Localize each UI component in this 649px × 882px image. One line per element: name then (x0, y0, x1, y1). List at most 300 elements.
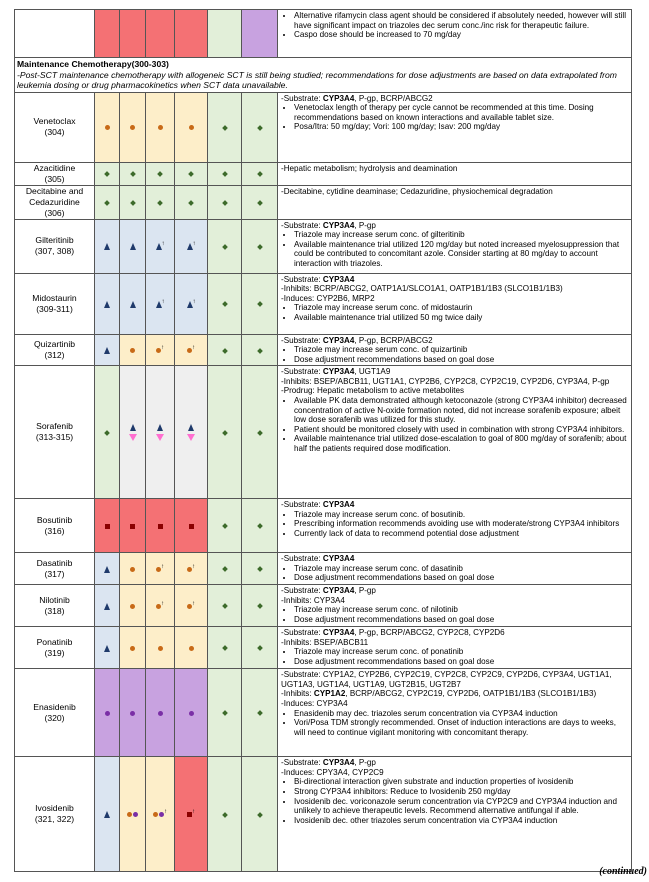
drug-ref: (316) (44, 525, 65, 536)
interaction-cell (120, 219, 146, 273)
note-text: -Substrate: (281, 220, 323, 230)
drug-name-cell (15, 219, 95, 273)
drug-row (15, 92, 632, 162)
purple-circle-icon (189, 711, 194, 716)
interaction-cell (175, 757, 208, 872)
moderate-interaction-triangle-icon (104, 347, 110, 354)
interaction-cell (120, 585, 146, 627)
purple-circle-icon (105, 711, 110, 716)
increase-arrow-icon: ↑ (192, 809, 195, 816)
interaction-cell (175, 366, 208, 499)
drug-name: Ponatinib (36, 636, 73, 647)
green-diamond-icon (257, 301, 263, 307)
drug-name-cell (15, 334, 95, 366)
green-diamond-icon (222, 200, 228, 206)
note-text: -Substrate: (281, 554, 323, 564)
green-diamond-icon (257, 430, 263, 436)
note-bold: CYP3A4 (322, 554, 355, 564)
drug-notes-cell (278, 92, 632, 162)
drug-row (15, 334, 632, 366)
interaction-cell (95, 162, 120, 185)
note-rest: , P-gp (354, 758, 376, 768)
interaction-cell (175, 669, 208, 757)
note-bold: CYP3A4 (322, 220, 355, 230)
note-bold: CYP3A4 (322, 628, 355, 638)
moderate-interaction-triangle-icon (104, 645, 110, 652)
green-diamond-icon (257, 200, 263, 206)
purple-circle-icon (158, 711, 163, 716)
top-row-cell (95, 10, 120, 58)
note-bullet: • Ivosidenib dec. other triazoles serum concentration via CYP3A4 induction (294, 816, 629, 826)
interaction-cell (120, 669, 146, 757)
drug-row (15, 669, 632, 757)
green-diamond-icon (257, 812, 263, 818)
note-line (281, 94, 629, 104)
drug-name: Nilotinib (39, 594, 70, 605)
interaction-cell (242, 627, 278, 669)
increase-arrow-icon: ↑ (192, 241, 196, 247)
drug-name: Azacitidine (33, 162, 76, 173)
interaction-cell (242, 92, 278, 162)
note-line (281, 284, 629, 294)
increase-arrow-icon: ↑ (192, 600, 195, 607)
note-bullet: • Strong CYP3A4 inhibitors: Reduce to Ivosidenib 250 mg/day (294, 787, 629, 797)
drug-name-cell (15, 585, 95, 627)
note-list (281, 345, 629, 364)
drug-name: Bosutinib (36, 514, 73, 525)
top-row (15, 10, 632, 58)
note-rest: , P-gp, BCRP/ABCG2 (354, 93, 433, 103)
interaction-table-container (14, 9, 631, 872)
increase-arrow-icon: ↑ (192, 344, 195, 351)
interaction-cell (175, 162, 208, 185)
drug-name-cell (15, 185, 95, 219)
note-list (281, 510, 629, 539)
interaction-cell (175, 334, 208, 366)
interaction-cell (242, 162, 278, 185)
green-diamond-icon (188, 171, 194, 177)
note-rest: , P-gp, BCRP/ABCG2 (354, 335, 433, 345)
drug-notes-cell (278, 185, 632, 219)
note-bullet: • Venetoclax length of therapy per cycle cannot be recommended at this time. Dosing recommendations based on known interactions and available tablet size. (294, 103, 629, 122)
green-diamond-icon (257, 567, 263, 573)
red-square-icon (105, 524, 110, 529)
note-bullet: • Currently lack of data to recommend potential dose adjustment (294, 529, 629, 539)
drug-ref: (321, 322) (34, 814, 75, 825)
note-line (281, 500, 629, 510)
note-rest: , P-gp (354, 220, 376, 230)
interaction-cell (120, 627, 146, 669)
green-diamond-icon (222, 711, 228, 717)
interaction-cell (208, 627, 242, 669)
note-bold: CYP1A2 (313, 689, 346, 699)
interaction-cell (95, 185, 120, 219)
note-rest: , P-gp (354, 586, 376, 596)
moderate-interaction-triangle-icon (104, 566, 110, 573)
note-line (281, 386, 629, 396)
note-list (281, 777, 629, 825)
interaction-cell (146, 185, 175, 219)
note-text: -Inhibits: BSEP/ABCB11, UGT1A1, CYP2B6, CYP2C8, CYP2C19, CYP2D6, CYP3A4, P-gp (281, 376, 610, 386)
interaction-cell (146, 585, 175, 627)
orange-circle-icon (130, 125, 135, 130)
drug-row (15, 162, 632, 185)
increase-arrow-icon: ↑ (192, 563, 195, 570)
drug-name-cell (15, 273, 95, 334)
note-text: -Decitabine, cytidine deaminase; Cedazuridine, physiochemical degradation (281, 186, 553, 196)
drug-ref: (306) (44, 207, 65, 218)
note-text: -Induces: CPY3A4, CYP2C9 (281, 767, 384, 777)
symbol-pair (153, 812, 164, 817)
interaction-cell (120, 366, 146, 499)
drug-ref: (312) (44, 349, 65, 360)
moderate-interaction-triangle-icon (157, 424, 163, 431)
interaction-cell (95, 669, 120, 757)
note-text: -Prodrug: Hepatic metabolism to active metabolites (281, 386, 465, 396)
note-rest: , P-gp, BCRP/ABCG2, CYP2C8, CYP2D6 (354, 628, 505, 638)
top-row-cell (242, 10, 278, 58)
note-text: -Substrate: CYP1A2, CYP2B6, CYP2C19, CYP2C8, CYP2C9, CYP2D6, CYP3A4, UGT1A1, UGT1A3, UGT1A4, UGT1A9, UGT2B15, UGT2B7 (281, 670, 612, 689)
drug-name-cell (15, 627, 95, 669)
note-rest: , UGT1A9 (354, 367, 391, 377)
section-subtitle: -Post-SCT maintenance chemotherapy with allogeneic SCT is still being studied; recommendations for dose adjustments are based on data extrapolated from leukemia dosing or drug pharmacokinetics when SCT data unavailable. (17, 69, 617, 90)
drug-row (15, 366, 632, 499)
moderate-interaction-triangle-icon (130, 424, 136, 431)
drug-row (15, 553, 632, 585)
note-bullet: • Triazole may increase serum conc. of nilotinib (294, 605, 629, 615)
note-bullet: • Bi-directional interaction given substrate and induction properties of ivosidenib (294, 777, 629, 787)
note-text: -Substrate: (281, 367, 323, 377)
note-bullet: • Available maintenance trial utilized dose-escalation to goal of 800 mg/day of sorafenib; about half the patients required dose modification. (294, 434, 629, 453)
drug-ref: (320) (44, 712, 65, 723)
drug-name-cell (15, 553, 95, 585)
increase-arrow-icon: ↑ (161, 344, 164, 351)
note-text: -Induces: CYP3A4 (281, 699, 348, 709)
note-line (281, 758, 629, 768)
note-text: -Substrate: (281, 274, 323, 284)
symbol-stack (187, 424, 195, 441)
note-bullet: • Triazole may increase serum conc. of quizartinib (294, 345, 629, 355)
green-diamond-icon (130, 200, 136, 206)
green-diamond-icon (222, 524, 228, 530)
note-bullet: • Posa/Itra: 50 mg/day; Vori: 100 mg/day; Isav: 200 mg/day (294, 122, 629, 132)
interaction-cell (146, 219, 175, 273)
note-line (281, 164, 629, 174)
green-diamond-icon (257, 646, 263, 652)
drug-ref: (305) (44, 173, 65, 184)
interaction-cell (242, 669, 278, 757)
top-row-cell (208, 10, 242, 58)
orange-circle-icon (105, 125, 110, 130)
drug-notes-cell (278, 757, 632, 872)
note-bullet: • Available maintenance trial utilized 50 mg twice daily (294, 313, 629, 323)
note-text: -Substrate: (281, 335, 323, 345)
drug-name: Venetoclax (33, 116, 76, 126)
purple-circle-icon (133, 812, 138, 817)
note-bold: CYP3A4 (322, 93, 355, 103)
interaction-cell (146, 553, 175, 585)
note-bullet: • Alternative rifamycin class agent should be considered if absolutely needed, however will still have significant impact on triazoles dec serum conc./inc risk for therapeutic failure. (294, 11, 629, 30)
interaction-cell (120, 757, 146, 872)
note-line (281, 689, 629, 699)
red-square-icon (158, 524, 163, 529)
interaction-cell (95, 553, 120, 585)
note-line (281, 294, 629, 304)
interaction-cell (242, 757, 278, 872)
note-list (281, 605, 629, 624)
orange-circle-icon (130, 348, 135, 353)
green-diamond-icon (157, 171, 163, 177)
orange-circle-icon (158, 646, 163, 651)
drug-name-cell (15, 499, 95, 553)
drug-notes-cell (278, 334, 632, 366)
note-bullet: • Triazole may increase serum conc. of midostaurin (294, 303, 629, 313)
note-list (281, 709, 629, 738)
note-text: -Substrate: (281, 93, 323, 103)
green-diamond-icon (257, 348, 263, 354)
interaction-cell (208, 366, 242, 499)
drug-name-cell (15, 162, 95, 185)
note-line (281, 367, 629, 377)
section-header-row (15, 58, 632, 93)
interaction-cell (95, 92, 120, 162)
drug-name: Gilteritinib (35, 235, 74, 245)
green-diamond-icon (257, 171, 263, 177)
interaction-cell (208, 334, 242, 366)
section-header (15, 58, 632, 93)
green-diamond-icon (257, 711, 263, 717)
interaction-cell (95, 273, 120, 334)
drug-notes-cell (278, 219, 632, 273)
red-square-icon (130, 524, 135, 529)
drug-row (15, 185, 632, 219)
interaction-cell (208, 585, 242, 627)
note-bullet: • Dose adjustment recommendations based on goal dose (294, 573, 629, 583)
interaction-cell (95, 757, 120, 872)
drug-name-cell (15, 669, 95, 757)
note-line (281, 275, 629, 285)
interaction-cell (146, 334, 175, 366)
increase-arrow-icon: ↑ (161, 563, 164, 570)
orange-circle-icon (158, 125, 163, 130)
green-diamond-icon (222, 125, 228, 131)
note-bold: CYP3A4 (322, 274, 355, 284)
red-square-icon (189, 524, 194, 529)
moderate-interaction-triangle-icon (104, 603, 110, 610)
continued-label: (continued) (599, 866, 647, 877)
interaction-cell (120, 553, 146, 585)
note-line (281, 596, 629, 606)
symbol-stack (156, 424, 164, 441)
note-line (281, 221, 629, 231)
interaction-table (14, 9, 632, 872)
interaction-cell (120, 162, 146, 185)
drug-notes-cell (278, 669, 632, 757)
interaction-cell (95, 627, 120, 669)
note-bold: CYP3A4 (322, 335, 355, 345)
interaction-cell (242, 585, 278, 627)
interaction-cell (175, 585, 208, 627)
moderate-interaction-triangle-icon (188, 424, 194, 431)
interaction-cell (120, 185, 146, 219)
interaction-cell (120, 273, 146, 334)
top-row-cell (175, 10, 208, 58)
note-line (281, 628, 629, 638)
note-bullet: • Available maintenance trial utilized 120 mg/day but noted increased myelosuppression that could be contributed to concomitant azole. Consider starting at 80 mg/day to account interaction with triazoles. (294, 240, 629, 269)
interaction-cell (175, 273, 208, 334)
note-text: -Inhibits: CYP3A4 (281, 595, 345, 605)
drug-notes-cell (278, 273, 632, 334)
drug-ref: (313-315) (35, 432, 74, 443)
drug-notes-cell (278, 366, 632, 499)
moderate-interaction-triangle-icon (104, 243, 110, 250)
drug-row (15, 499, 632, 553)
interaction-cell (208, 757, 242, 872)
interaction-cell (175, 185, 208, 219)
interaction-cell (120, 92, 146, 162)
top-row-cell (120, 10, 146, 58)
section-title: Maintenance Chemotherapy(300-303) (17, 59, 169, 69)
note-bullet: • Dose adjustment recommendations based on goal dose (294, 355, 629, 365)
symbol-pair (127, 812, 138, 817)
green-diamond-icon (222, 567, 228, 573)
note-list (281, 103, 629, 132)
symbol-stack (129, 424, 137, 441)
interaction-cell (146, 669, 175, 757)
interaction-cell (146, 366, 175, 499)
interaction-cell (208, 219, 242, 273)
green-diamond-icon (222, 301, 228, 307)
interaction-cell (146, 162, 175, 185)
drug-ref: (318) (44, 605, 65, 616)
interaction-cell (175, 219, 208, 273)
green-diamond-icon (130, 171, 136, 177)
drug-name: Midostaurin (32, 292, 77, 303)
drug-notes-cell (278, 162, 632, 185)
drug-row (15, 273, 632, 334)
note-bullet: • Triazole may increase serum conc. of bosutinib. (294, 510, 629, 520)
drug-name: Dasatinib (36, 557, 73, 568)
interaction-cell (95, 366, 120, 499)
note-line (281, 586, 629, 596)
drug-name: Decitabine and Cedazuridine (25, 185, 84, 207)
interaction-cell (120, 334, 146, 366)
increase-arrow-icon: ↑ (161, 298, 165, 305)
interaction-cell (146, 757, 175, 872)
interaction-cell (242, 499, 278, 553)
interaction-cell (146, 273, 175, 334)
orange-circle-icon (153, 812, 158, 817)
interaction-cell (120, 499, 146, 553)
note-rest: , BCRP/ABCG2, CYP2C19, CYP2D6, OATP1B1/1B3 (SLCO1B1/1B3) (345, 689, 597, 699)
top-row-drug-cell (15, 10, 95, 58)
note-line (281, 768, 629, 778)
orange-circle-icon (130, 646, 135, 651)
drug-row (15, 627, 632, 669)
increase-arrow-icon: ↑ (161, 241, 165, 247)
orange-circle-icon (189, 125, 194, 130)
green-diamond-icon (257, 604, 263, 610)
note-text: -Inhibits: (281, 689, 314, 699)
interaction-cell (175, 92, 208, 162)
note-line (281, 699, 629, 709)
moderate-interaction-triangle-icon (104, 811, 110, 818)
note-bullet: • Dose adjustment recommendations based on goal dose (294, 615, 629, 625)
green-diamond-icon (222, 604, 228, 610)
drug-row (15, 585, 632, 627)
green-diamond-icon (257, 524, 263, 530)
interaction-cell (175, 627, 208, 669)
note-bullet: • Patient should be monitored closely with used in combination with strong CYP3A4 inhibitors. (294, 425, 629, 435)
note-text: -Substrate: (281, 758, 323, 768)
increase-arrow-icon: ↑ (161, 600, 164, 607)
note-bullet: • Triazole may increase serum conc. of gilteritinib (294, 230, 629, 240)
increase-arrow-icon: ↑ (192, 298, 196, 305)
green-diamond-icon (222, 171, 228, 177)
pink-down-triangle-icon (187, 434, 195, 441)
pink-down-triangle-icon (156, 434, 164, 441)
purple-circle-icon (130, 711, 135, 716)
interaction-cell (208, 92, 242, 162)
green-diamond-icon (222, 646, 228, 652)
note-list (281, 303, 629, 322)
interaction-cell (95, 334, 120, 366)
note-bullet: • Ivosidenib dec. voriconazole serum concentration via CYP2C9 and CYP3A4 induction and unlikely to achieve therapeutic levels. Recommend alternative antifungal if able. (294, 797, 629, 816)
interaction-cell (208, 553, 242, 585)
note-line (281, 670, 629, 689)
top-row-cell (146, 10, 175, 58)
drug-notes-cell (278, 627, 632, 669)
drug-row (15, 219, 632, 273)
note-text: -Substrate: (281, 586, 323, 596)
interaction-cell (242, 219, 278, 273)
note-bullet: • Dose adjustment recommendations based on goal dose (294, 657, 629, 667)
note-text: -Inhibits: BSEP/ABCB11 (281, 637, 369, 647)
interaction-cell (146, 92, 175, 162)
interaction-cell (208, 185, 242, 219)
drug-ref: (317) (44, 568, 65, 579)
note-bold: CYP3A4 (322, 586, 355, 596)
note-text: -Inhibits: BCRP/ABCG2, OATP1A1/SLCO1A1, OATP1B1/1B3 (SLCO1B1/1B3) (281, 284, 563, 294)
drug-name: Sorafenib (36, 421, 73, 432)
note-bullet: • Prescribing information recommends avoiding use with moderate/strong CYP3A4 inhibitors (294, 519, 629, 529)
note-list (281, 396, 629, 454)
green-diamond-icon (222, 348, 228, 354)
interaction-cell (242, 273, 278, 334)
moderate-interaction-triangle-icon (130, 301, 136, 308)
moderate-interaction-triangle-icon (104, 301, 110, 308)
orange-circle-icon (130, 567, 135, 572)
green-diamond-icon (222, 430, 228, 436)
note-text: -Induces: CYP2B6, MRP2 (281, 293, 375, 303)
interaction-cell (146, 627, 175, 669)
interaction-cell (95, 499, 120, 553)
drug-name: Quizartinib (33, 338, 76, 349)
green-diamond-icon (188, 200, 194, 206)
note-bold: CYP3A4 (322, 500, 355, 510)
drug-row (15, 757, 632, 872)
drug-ref: (319) (44, 647, 65, 658)
interaction-cell (208, 273, 242, 334)
note-bold: CYP3A4 (322, 758, 355, 768)
note-list (281, 564, 629, 583)
interaction-cell (175, 499, 208, 553)
note-bold: CYP3A4 (322, 367, 355, 377)
note-line (281, 187, 629, 197)
note-text: -Substrate: (281, 628, 323, 638)
green-diamond-icon (157, 200, 163, 206)
interaction-cell (95, 585, 120, 627)
